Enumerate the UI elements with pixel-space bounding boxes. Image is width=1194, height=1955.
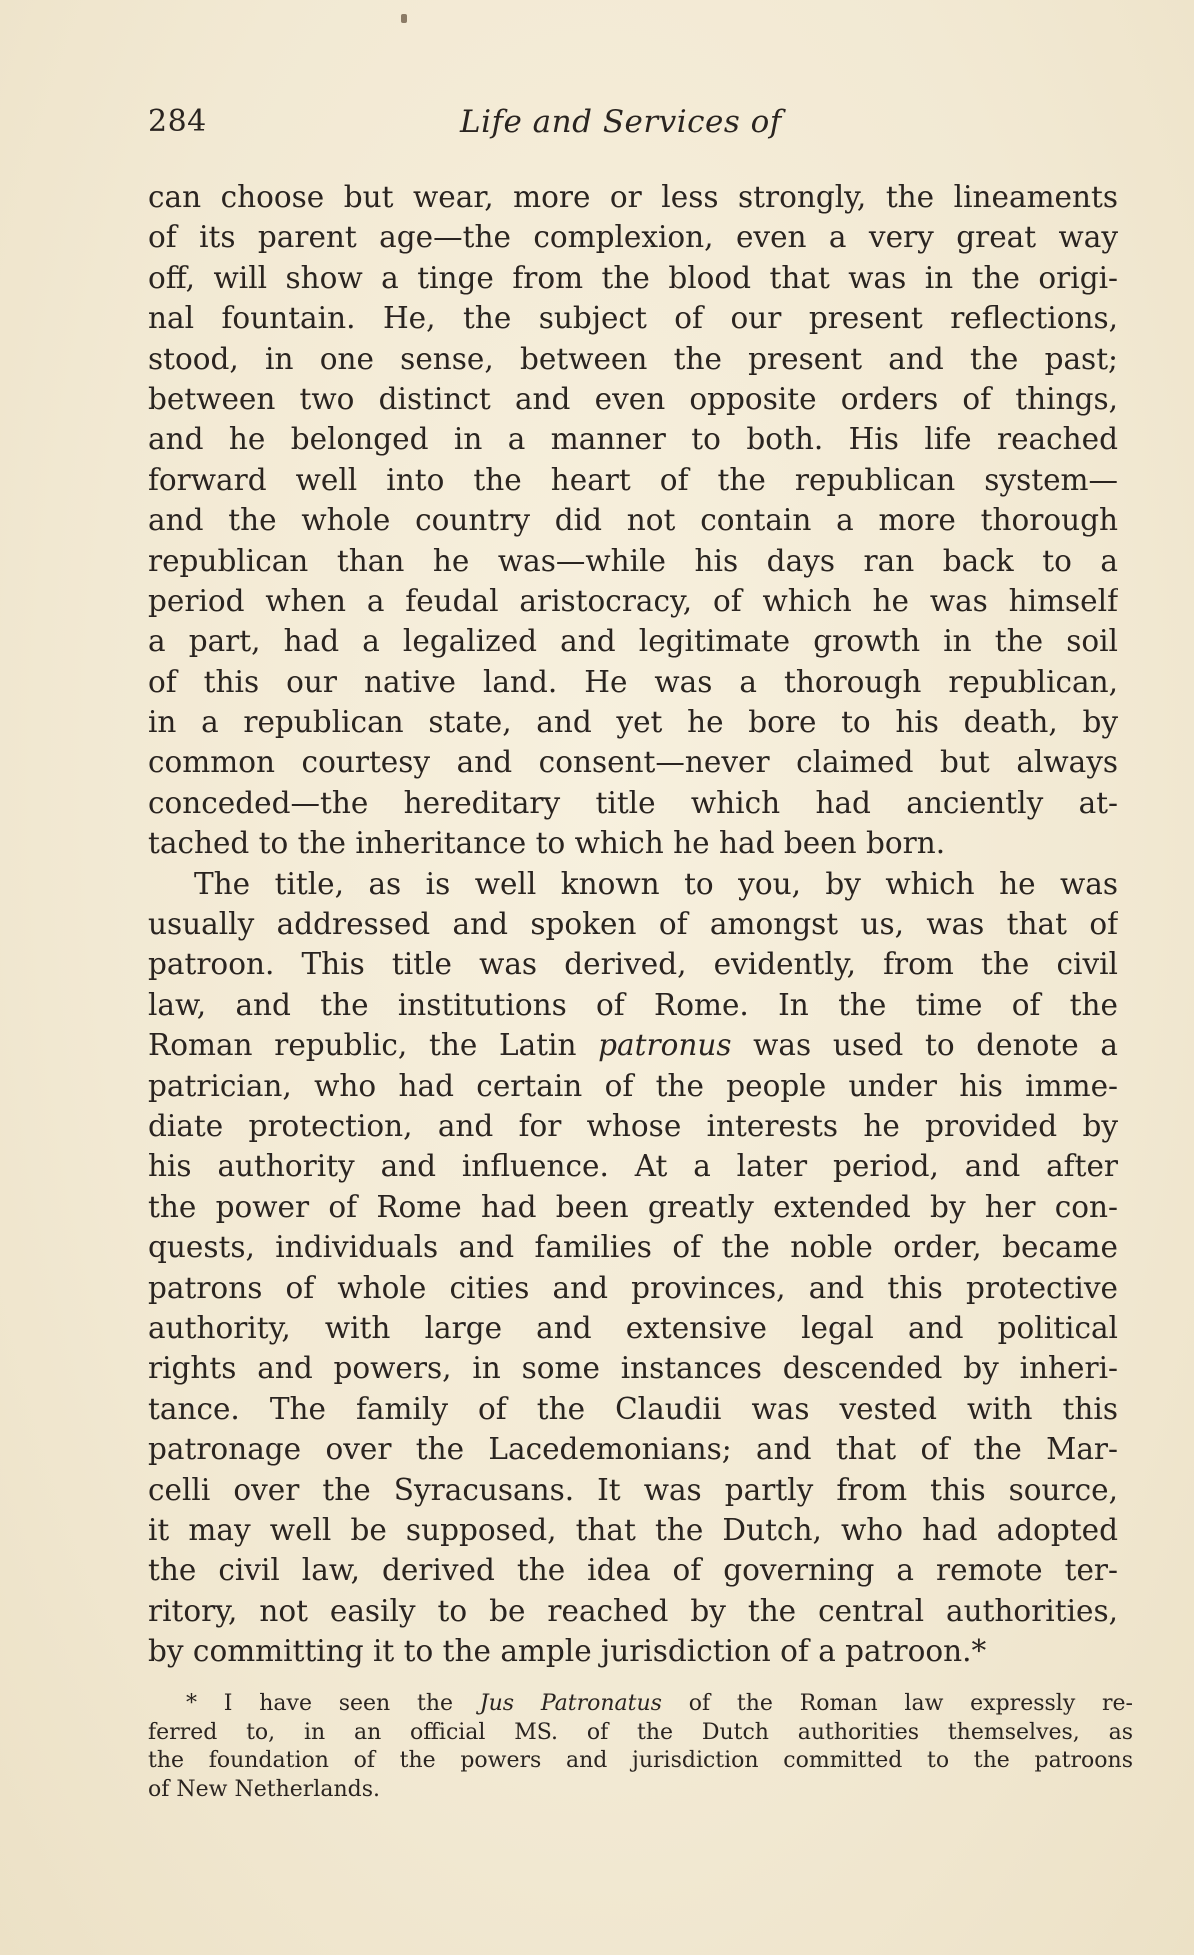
text-line: his authority and influence. At a later period, and after <box>148 1149 1118 1184</box>
text-line: quests, individuals and families of the noble order, became <box>148 1230 1118 1265</box>
footnote-line: the foundation of the powers and jurisdiction committed to the patroons <box>148 1748 1133 1774</box>
text-line: patrons of whole cities and provinces, and this protective <box>148 1270 1118 1305</box>
text-line: usually addressed and spoken of amongst us, was that of <box>148 907 1118 942</box>
text-line: patroon. This title was derived, evidently, from the civil <box>148 947 1118 982</box>
text-line: can choose but wear, more or less strongly, the lineaments <box>148 180 1118 214</box>
text-line: and the whole country did not contain a more thorough <box>148 503 1118 538</box>
text-line: forward well into the heart of the republican system— <box>148 462 1118 497</box>
text-line: ritory, not easily to be reached by the central authorities, <box>148 1593 1118 1628</box>
text-line: nal fountain. He, the subject of our present reflections, <box>148 301 1118 336</box>
footnote <box>148 1690 1133 1805</box>
running-head: Life and Services of <box>460 104 782 140</box>
text-line: tance. The family of the Claudii was vested with this <box>148 1391 1118 1426</box>
text-fragment: of the Roman law expressly re- <box>661 1691 1133 1716</box>
ink-mark <box>401 14 407 23</box>
text-line: celli over the Syracusans. It was partly from this source, <box>148 1472 1118 1507</box>
text-line: period when a feudal aristocracy, of which he was himself <box>148 583 1118 618</box>
text-fragment: was used to denote a <box>731 1028 1118 1063</box>
text-line: The title, as is well known to you, by which he was <box>194 866 1118 901</box>
italic-term: Jus Patronatus <box>479 1691 662 1716</box>
text-line: between two distinct and even opposite orders of things, <box>148 381 1118 416</box>
text-line <box>148 1025 1118 1065</box>
text-line: of its parent age—the complexion, even a very great way <box>148 220 1118 255</box>
text-line: the power of Rome had been greatly extended by her con- <box>148 1189 1118 1224</box>
text-line: patronage over the Lacedemonians; and that of the Mar- <box>148 1432 1118 1467</box>
text-line: tached to the inheritance to which he had been born. <box>148 826 946 861</box>
text-line: and he belonged in a manner to both. His life reached <box>148 422 1118 457</box>
text-line: authority, with large and extensive legal and political <box>148 1310 1118 1345</box>
footnote-line <box>148 1690 1133 1719</box>
text-line: common courtesy and consent—never claimed but always <box>148 745 1118 780</box>
text-line: in a republican state, and yet he bore to his death, by <box>148 705 1118 740</box>
text-line: of this our native land. He was a thorough republican, <box>148 664 1118 699</box>
page-number: 284 <box>148 104 207 139</box>
text-line: stood, in one sense, between the present and the past; <box>148 341 1118 376</box>
italic-term: patronus <box>598 1028 732 1063</box>
footnote-line: ferred to, in an official MS. of the Dutch authorities themselves, as <box>148 1719 1133 1745</box>
text-line: by committing it to the ample jurisdiction of a patroon.* <box>148 1634 987 1669</box>
text-line: republican than he was—while his days ran back to a <box>148 543 1118 578</box>
page-header <box>148 104 1118 148</box>
text-line: conceded—the hereditary title which had anciently at- <box>148 785 1118 820</box>
text-line: a part, had a legalized and legitimate growth in the soil <box>148 624 1118 659</box>
text-line: patrician, who had certain of the people under his imme- <box>148 1068 1118 1103</box>
text-line: diate protection, and for whose interests he provided by <box>148 1108 1118 1143</box>
text-line: the civil law, derived the idea of governing a remote ter- <box>148 1553 1118 1588</box>
text-line: law, and the institutions of Rome. In the time of the <box>148 987 1118 1022</box>
body-text <box>148 177 1118 1671</box>
text-fragment: Roman republic, the Latin <box>148 1028 599 1063</box>
footnote-line: of New Netherlands. <box>148 1777 380 1803</box>
text-line: it may well be supposed, that the Dutch, who had adopted <box>148 1512 1118 1547</box>
text-fragment: * I have seen the <box>186 1691 480 1716</box>
text-line: off, will show a tinge from the blood that was in the origi- <box>148 260 1118 295</box>
text-line: rights and powers, in some instances descended by inheri- <box>148 1351 1118 1386</box>
